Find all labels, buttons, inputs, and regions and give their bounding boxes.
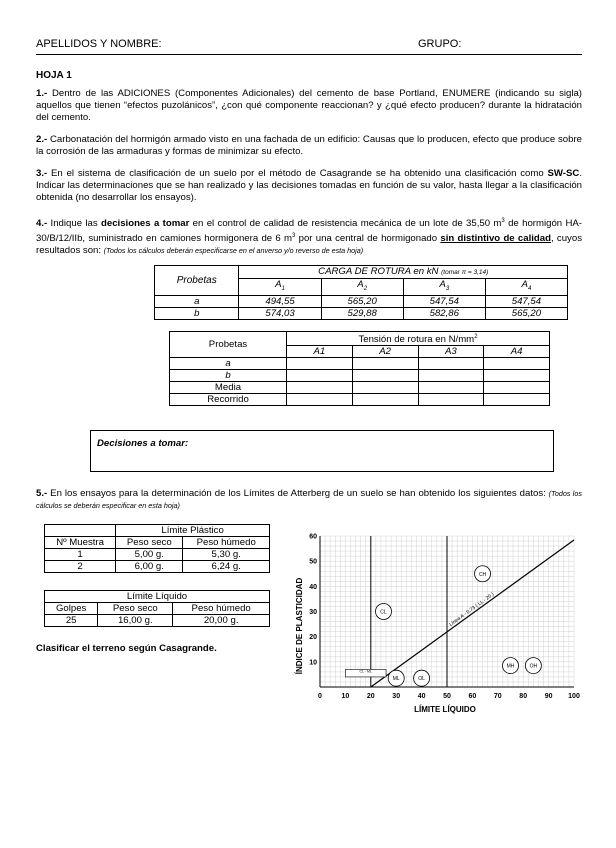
table-header: Probetas [170, 332, 287, 358]
question-number: 4.- [36, 218, 48, 230]
input-cell[interactable] [484, 394, 550, 406]
table-cell: 2 [45, 561, 116, 573]
table-header: Peso seco [116, 537, 183, 549]
table-cell: 5,00 g. [116, 549, 183, 561]
question-text: , cuyos resultados son: [36, 233, 582, 257]
table-cell: 16,00 g. [98, 615, 173, 627]
table-row [170, 394, 550, 406]
input-cell[interactable] [418, 370, 484, 382]
y-tick-label: 50 [309, 558, 317, 566]
table-cell: 1 [45, 549, 116, 561]
question-2 [36, 134, 582, 158]
question-text: en el control de calidad de resistencia mecánica de un lote de 35,50 m [189, 218, 502, 230]
x-axis-label: LÍMITE LÍQUIDO [414, 705, 476, 714]
table-row [170, 370, 550, 382]
question-text: Indique las [47, 218, 102, 230]
note-text: (Todos los cálculos deberán especificarse en el anverso y/o reverso de esta hoja) [103, 246, 364, 256]
table-cell: 529,88 [321, 307, 403, 319]
group-label: GRUPO: [418, 38, 462, 50]
classify-instruction: Clasificar el terreno según Casagrande. [36, 643, 217, 654]
zone-label: CL [380, 609, 387, 616]
y-tick-label: 60 [309, 533, 317, 541]
zone-label: OH [529, 663, 538, 670]
y-tick-label: 40 [309, 583, 317, 591]
table-title: Tensión de rotura en $N/mm^2$ [287, 332, 550, 346]
plastic-limit-table [44, 524, 270, 573]
input-cell[interactable] [484, 382, 550, 394]
table-note: (tomar π = 3,14) [441, 269, 489, 276]
question-number: 3.- [36, 168, 48, 179]
table-header: Peso húmedo [183, 537, 270, 549]
table-title: Límite Plástico [116, 525, 270, 537]
table-cell: 565,20 [321, 295, 403, 307]
question-3 [36, 168, 582, 204]
table-header: $A_4$ [485, 279, 567, 296]
table-cell: 20,00 g. [173, 615, 270, 627]
table-cell: 494,55 [239, 295, 321, 307]
table-cell: 565,20 [485, 307, 567, 319]
y-tick-label: 20 [309, 634, 317, 642]
table-cell: 574,03 [239, 307, 321, 319]
x-tick-label: 10 [341, 693, 350, 700]
table-header: Peso húmedo [173, 603, 270, 615]
table-header: A4 [484, 346, 550, 358]
row-label: b [155, 307, 239, 319]
x-tick-label: 40 [417, 693, 426, 700]
row-label: Media [170, 382, 287, 394]
plasticity-chart [290, 526, 590, 718]
x-tick-label: 30 [392, 693, 401, 700]
zone-label: ML [392, 676, 400, 683]
row-label: a [170, 358, 287, 370]
cl-ml-label: CL - ML [359, 669, 372, 674]
y-tick-label: 10 [309, 659, 317, 667]
table-title: Límite Líquido [45, 591, 270, 603]
x-tick-label: 70 [493, 693, 502, 700]
table-header: $A_1$ [239, 279, 321, 296]
y-axis-label: ÍNDICE DE PLASTICIDAD [295, 577, 304, 675]
zone-label: OL [418, 676, 425, 683]
y-tick-label: 30 [309, 609, 317, 616]
row-label: b [170, 370, 287, 382]
question-text: Carbonatación del hormigón armado visto en una fachada de un edificio: Causas que lo producen, efecto que produce sobre la corrosión de las armaduras y formas de minimizar su efecto. [36, 134, 582, 157]
input-cell[interactable] [418, 394, 484, 406]
superscript: 3 [292, 233, 296, 240]
sheet-title: HOJA 1 [36, 70, 72, 81]
table-cell: 6,00 g. [116, 561, 183, 573]
table-row [155, 295, 568, 307]
emphasis-text: sin distintivo de calidad [440, 233, 551, 245]
decisions-box[interactable] [90, 430, 554, 472]
load-table [154, 265, 568, 320]
x-tick-label: 50 [443, 693, 451, 700]
input-cell[interactable] [418, 358, 484, 370]
table-header: $A_2$ [321, 279, 403, 296]
input-cell[interactable] [287, 358, 353, 370]
x-tick-label: 100 [568, 693, 580, 700]
zone-label: CH [478, 571, 487, 578]
question-1 [36, 88, 582, 124]
question-number: 1.- [36, 88, 48, 99]
table-header: Golpes [45, 603, 98, 615]
table-row [45, 561, 270, 573]
table-cell: 582,86 [403, 307, 485, 319]
row-label: Recorrido [170, 394, 287, 406]
name-label: APELLIDOS Y NOMBRE: [36, 38, 162, 50]
table-header: Peso seco [98, 603, 173, 615]
question-text: En el sistema de clasificación de un suelo por el método de Casagrande se ha obtenido una clasificación como [47, 168, 548, 179]
page-header [36, 38, 582, 55]
table-row [45, 615, 270, 627]
input-cell[interactable] [352, 358, 418, 370]
decisions-label: Decisiones a tomar: [97, 438, 189, 449]
classification-code: SW-SC [547, 168, 580, 179]
table-header: A3 [418, 346, 484, 358]
x-tick-label: 20 [366, 693, 375, 700]
table-cell: 6,24 g. [183, 561, 270, 573]
table-row [170, 358, 550, 370]
table-header: A2 [352, 346, 418, 358]
table-header: A1 [287, 346, 353, 358]
stress-table [169, 331, 550, 406]
input-cell[interactable] [287, 382, 353, 394]
input-cell[interactable] [484, 358, 550, 370]
input-cell[interactable] [484, 370, 550, 382]
question-number: 2.- [36, 134, 48, 145]
table-cell: 5,30 g. [183, 549, 270, 561]
table-title-text: CARGA DE ROTURA en kN [318, 266, 439, 277]
table-cell: 25 [45, 615, 98, 627]
zone-label: MH [506, 663, 515, 670]
question-text: . Indicar las determinaciones que se han realizado y las decisiones tomadas en función de su valor, hasta llegar a la clasificación obtenida (no desarrollar los ensayos). [36, 168, 582, 203]
question-text: En los ensayos para la determinación de los Límites de Atterberg de un suelo se han obtenido los siguientes datos: [47, 488, 549, 499]
table-header: Nº Muestra [45, 537, 116, 549]
table-row [45, 549, 270, 561]
liquid-limit-table [44, 590, 270, 627]
x-tick-label: 90 [544, 693, 553, 700]
input-cell[interactable] [287, 394, 353, 406]
x-tick-label: 60 [468, 693, 477, 700]
table-row [155, 307, 568, 319]
note-text: (Todos los cálculos se deberán especificar en esta hoja) [36, 489, 582, 510]
input-cell[interactable] [352, 382, 418, 394]
input-cell[interactable] [287, 370, 353, 382]
x-tick-label: 80 [519, 693, 528, 700]
question-text: por una central de hormigonado [295, 233, 441, 245]
emphasis-text: decisiones a tomar [101, 218, 190, 230]
table-cell: 547,54 [403, 295, 485, 307]
x-tick-label: 0 [318, 693, 322, 700]
question-number: 5.- [36, 488, 48, 499]
table-header: Probetas [155, 266, 239, 296]
input-cell[interactable] [352, 394, 418, 406]
question-text: Dentro de las ADICIONES (Componentes Adicionales) del cemento de base Portland, ENUMERE (indicando su sigla) aquellos que tienen “efectos puzolánicos”, ¿con qué componente reaccionan? y ¿qué efecto producen? durante la hidratación del cemento. [36, 88, 582, 123]
input-cell[interactable] [418, 382, 484, 394]
superscript: 3 [501, 218, 505, 224]
row-label: a [155, 295, 239, 307]
question-5 [36, 488, 582, 512]
input-cell[interactable] [352, 370, 418, 382]
table-title [239, 266, 568, 279]
table-header: $A_3$ [403, 279, 485, 296]
table-row [170, 382, 550, 394]
question-text: de hormigón HA-30/B/12/IIb, suministrado en camiones hormigonera de 6 m [36, 218, 582, 245]
table-cell: 547,54 [485, 295, 567, 307]
a-line-label: Línea A - 0,73 ( LL - 20 ) [448, 591, 496, 628]
question-4 [36, 215, 582, 257]
